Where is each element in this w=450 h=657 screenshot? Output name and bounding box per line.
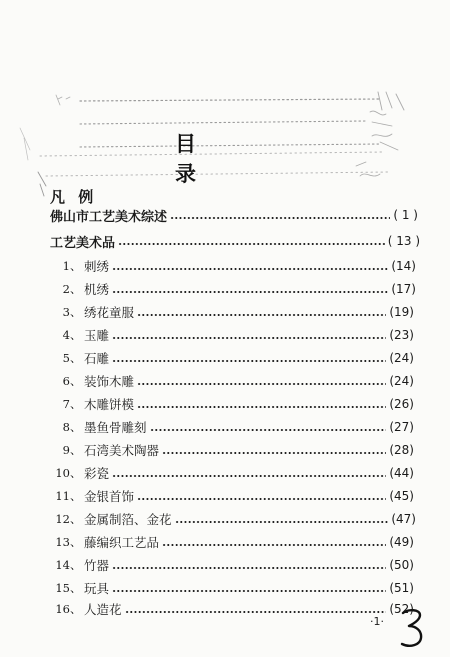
dot-leader (112, 360, 386, 362)
toc-page-number: (14) (391, 259, 416, 273)
toc-item-label: 绣花童服 (84, 305, 135, 320)
toc-item-label: 装饰木雕 (84, 374, 135, 389)
dot-leader (112, 291, 388, 293)
toc-page-number: (47) (391, 512, 416, 526)
toc-item-label: 墨鱼骨雕刻 (84, 420, 147, 435)
toc-item-row: 15 、 玩具 (51) (48, 579, 414, 597)
dot-leader (112, 268, 388, 270)
toc-item-number: 16 (55, 602, 70, 616)
toc-item-number: 14 (55, 558, 70, 572)
toc-item-label: 藤编织工艺品 (84, 535, 160, 550)
toc-item-number: 15 (55, 581, 70, 595)
toc-item-label: 机绣 (84, 282, 110, 297)
toc-section-label: 工艺美术品 (50, 235, 116, 251)
toc-page-number: (17) (391, 282, 416, 296)
toc-page-number: ( 13 ) (387, 234, 420, 248)
toc-item-row: 5 、 石雕 (24) (48, 349, 414, 367)
toc-item-label: 金银首饰 (84, 489, 135, 504)
toc-section-label: 佛山市工艺美术综述 (50, 209, 168, 225)
toc-page-number: (44) (389, 466, 414, 480)
toc-item-row: 6 、 装饰木雕 (24) (48, 372, 414, 390)
dot-leader (112, 590, 386, 592)
dot-leader (137, 498, 386, 500)
dot-leader (170, 217, 390, 219)
toc-page-number: (27) (389, 420, 414, 434)
toc-item-number: 2 (62, 282, 70, 296)
toc-page-number: (28) (389, 443, 414, 457)
toc-page-number: (19) (389, 305, 414, 319)
fanli-heading: 凡 例 (50, 188, 98, 206)
toc-page-number: (26) (389, 397, 414, 411)
dot-leader (162, 452, 386, 454)
toc-section-row (50, 232, 420, 250)
toc-page-number: (50) (389, 558, 414, 572)
toc-item-row: 14 、 竹器 (50) (48, 556, 414, 574)
toc-item-number: 5 (62, 351, 70, 365)
toc-item-label: 木雕饼模 (84, 397, 135, 412)
toc-item-row: 8 、 墨鱼骨雕刻 (27) (48, 418, 414, 436)
toc-item-row: 3 、 绣花童服 (19) (48, 303, 414, 321)
dot-leader (175, 521, 389, 523)
toc-page-number: (52) (389, 602, 414, 616)
toc-item-label: 玩具 (84, 581, 110, 596)
toc-page-number: (24) (389, 351, 414, 365)
toc-item-row: 2 、 机绣 (17) (48, 280, 416, 298)
toc-item-row: 1 、 刺绣 (14) (48, 257, 416, 275)
toc-item-label: 竹器 (84, 558, 110, 573)
dot-leader (112, 337, 386, 339)
dot-leader (125, 611, 387, 613)
toc-item-number: 13 (55, 535, 70, 549)
handwritten-page-number (398, 607, 426, 649)
page-title: 目 录 (175, 132, 234, 186)
toc-item-row: 12 、 金属制箔、金花 (47) (48, 510, 416, 528)
dot-leader (112, 475, 386, 477)
toc-item-label: 刺绣 (84, 259, 110, 274)
dot-leader (118, 243, 385, 245)
toc-section-row (50, 206, 418, 224)
toc-item-row: 4 、 玉雕 (23) (48, 326, 414, 344)
toc-item-label: 石湾美术陶器 (84, 443, 160, 458)
footer-page-number: ·1· (370, 615, 384, 628)
toc-item-row: 7 、 木雕饼模 (26) (48, 395, 414, 413)
toc-item-label: 玉雕 (84, 328, 110, 343)
dot-leader (162, 544, 386, 546)
toc-item-row: 13 、 藤编织工艺品 (49) (48, 533, 414, 551)
toc-item-label: 彩瓷 (84, 466, 110, 481)
dot-leader (112, 567, 386, 569)
toc-item-number: 8 (62, 420, 70, 434)
toc-item-number: 1 (62, 259, 70, 273)
toc-item-number: 6 (62, 374, 70, 388)
toc-item-number: 12 (55, 512, 70, 526)
toc-page-number: (24) (389, 374, 414, 388)
toc-page-number: ( 1 ) (393, 208, 418, 222)
toc-page-number: (23) (389, 328, 414, 342)
toc-item-number: 9 (62, 443, 70, 457)
toc-page-number: (49) (389, 535, 414, 549)
toc-item-number: 4 (62, 328, 70, 342)
toc-item-row: 11 、 金银首饰 (45) (48, 487, 414, 505)
dot-leader (150, 429, 387, 431)
toc-item-number: 3 (62, 305, 70, 319)
toc-item-row: 16 、 人造花 (52) (48, 600, 414, 618)
dot-leader (137, 314, 386, 316)
toc-page-number: (51) (389, 581, 414, 595)
toc-item-number: 7 (62, 397, 70, 411)
toc-item-number: 11 (55, 489, 70, 503)
toc-item-number: 10 (55, 466, 70, 480)
dot-leader (137, 383, 386, 385)
toc-item-row: 9 、 石湾美术陶器 (28) (48, 441, 414, 459)
toc-item-row: 10 、 彩瓷 (44) (48, 464, 414, 482)
toc-item-label: 人造花 (84, 602, 122, 617)
toc-item-label: 石雕 (84, 351, 110, 366)
dot-leader (137, 406, 386, 408)
toc-page-number: (45) (389, 489, 414, 503)
toc-item-label: 金属制箔、金花 (84, 512, 172, 527)
